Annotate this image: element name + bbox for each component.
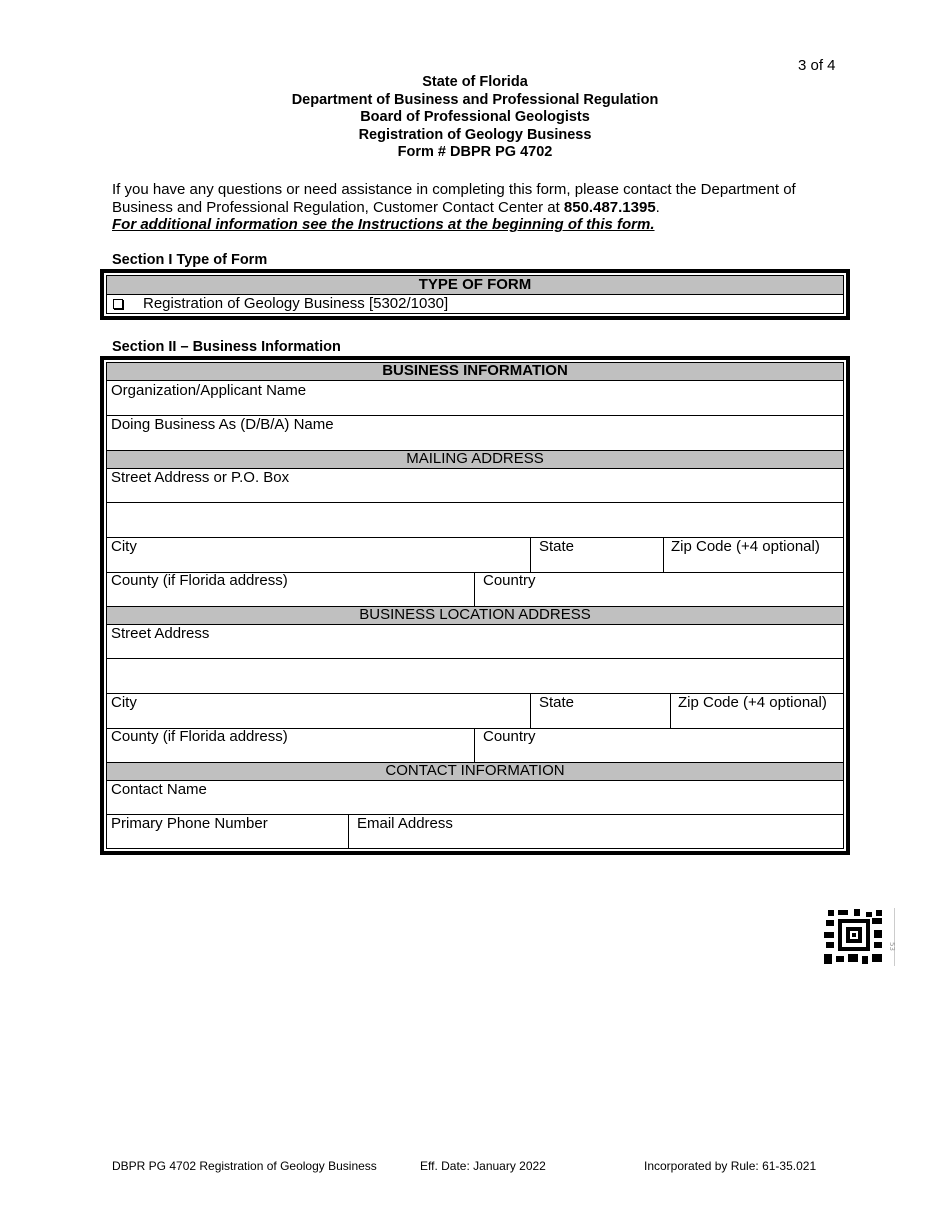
- dba-name-label: Doing Business As (D/B/A) Name: [111, 416, 334, 433]
- header-form-title: Registration of Geology Business: [358, 126, 592, 143]
- business-info-table: [100, 356, 850, 855]
- header-department: Department of Business and Professional Regulation: [291, 91, 659, 108]
- mailing-street-label: Street Address or P.O. Box: [111, 469, 290, 486]
- footer-effective-date: Eff. Date: January 2022: [420, 1159, 546, 1173]
- footer-form-name: DBPR PG 4702 Registration of Geology Business: [112, 1159, 377, 1173]
- contact-name-label: Contact Name: [111, 781, 207, 798]
- registration-option-label: Registration of Geology Business [5302/1030]: [143, 295, 449, 312]
- mailing-state-label: State: [539, 538, 575, 555]
- header-state: State of Florida: [422, 74, 528, 90]
- section-2-title: Section II – Business Information: [112, 339, 341, 355]
- location-zip-label: Zip Code (+4 optional): [678, 694, 827, 711]
- mailing-zip-label: Zip Code (+4 optional): [671, 538, 820, 555]
- mailing-country-label: Country: [483, 572, 536, 589]
- intro-text: [112, 181, 832, 234]
- registration-checkbox[interactable]: [113, 299, 123, 309]
- qr-code-side-number: 53: [888, 942, 896, 951]
- mailing-address-header: MAILING ADDRESS: [107, 451, 843, 469]
- business-info-header: BUSINESS INFORMATION: [107, 363, 843, 381]
- location-country-label: Country: [483, 728, 536, 745]
- intro-period: .: [655, 198, 660, 216]
- business-location-header: BUSINESS LOCATION ADDRESS: [107, 607, 843, 625]
- email-address-label: Email Address: [357, 815, 453, 832]
- header-board: Board of Professional Geologists: [360, 109, 590, 126]
- location-city-label: City: [111, 694, 137, 711]
- org-name-label: Organization/Applicant Name: [111, 382, 307, 399]
- form-header: [0, 74, 950, 162]
- instructions-note: For additional information see the Instructions at the beginning of this form.: [112, 216, 655, 234]
- primary-phone-label: Primary Phone Number: [111, 815, 268, 832]
- type-of-form-option[interactable]: [107, 295, 843, 313]
- location-street-label: Street Address: [111, 625, 210, 642]
- contact-info-header: CONTACT INFORMATION: [107, 763, 843, 781]
- qr-code: [824, 908, 896, 966]
- type-of-form-table: [100, 269, 850, 320]
- page-number: 3 of 4: [798, 57, 836, 74]
- location-state-label: State: [539, 694, 575, 711]
- section-1-title: Section I Type of Form: [112, 252, 268, 268]
- contact-phone: 850.487.1395: [563, 198, 656, 216]
- mailing-city-label: City: [111, 538, 137, 555]
- location-county-label: County (if Florida address): [111, 728, 288, 745]
- intro-body: If you have any questions or need assistance in completing this form, please contact the Department of Business and Professional Regulation, Customer Contact Center at: [112, 181, 796, 216]
- footer-rule: Incorporated by Rule: 61-35.021: [644, 1159, 817, 1173]
- mailing-county-label: County (if Florida address): [111, 572, 288, 589]
- type-of-form-header: TYPE OF FORM: [107, 276, 843, 295]
- header-form-number: Form # DBPR PG 4702: [397, 144, 553, 161]
